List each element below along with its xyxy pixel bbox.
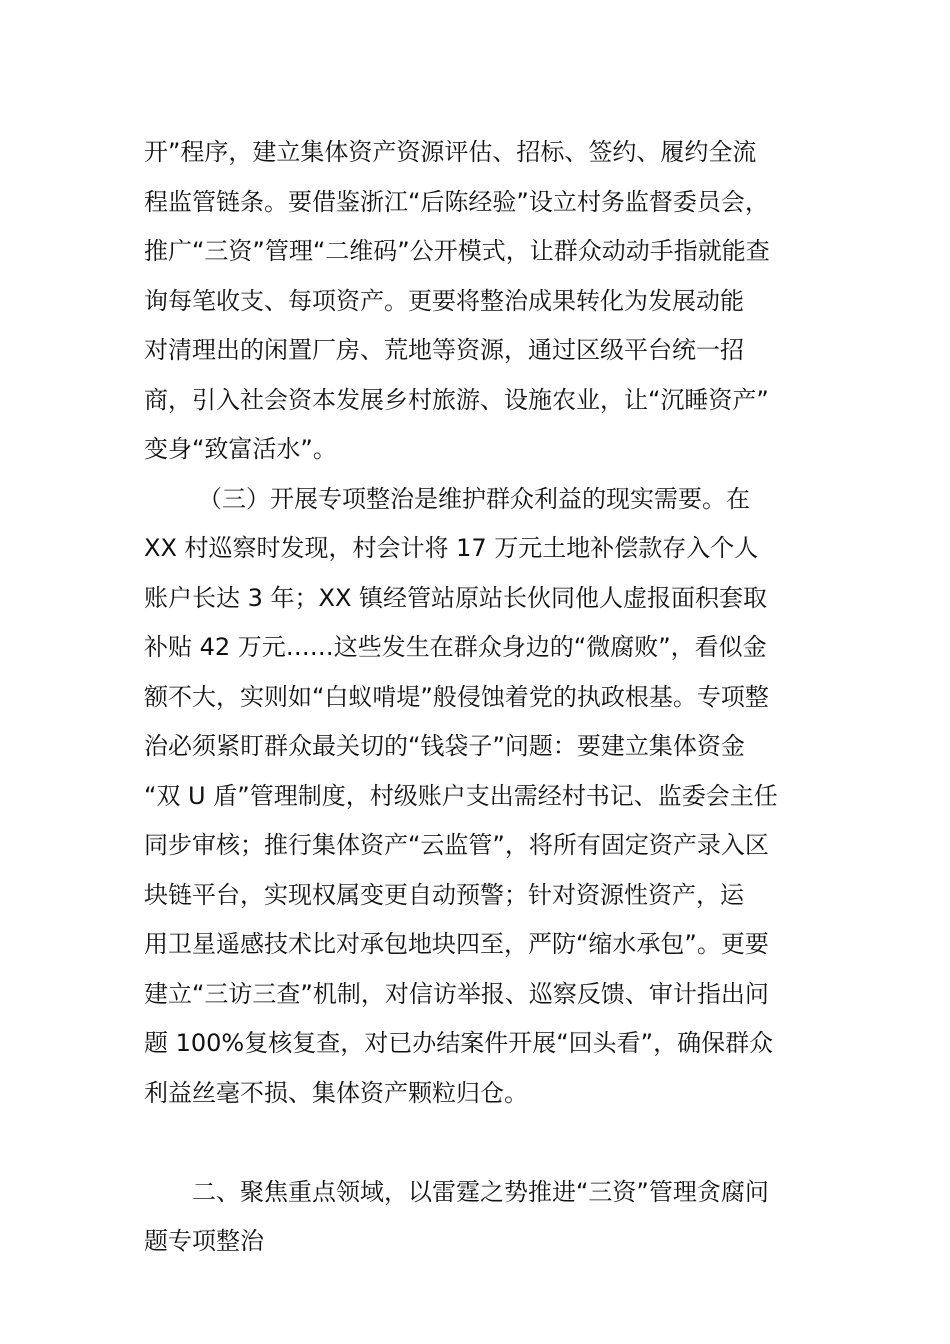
text-line: “双 U 盾”管理制度，村级账户支出需经村书记、监委会主任	[144, 781, 778, 810]
text-line: 治必须紧盯群众最关切的“钱袋子”问题：要建立集体资金	[144, 732, 745, 760]
text-line: 对清理出的闲置厂房、荒地等资源，通过区级平台统一招	[144, 336, 744, 364]
text-line: 题 100%复核复查，对已办结案件开展“回头看”，确保群众	[144, 1029, 774, 1057]
paragraph-first-line: （三）开展专项整治是维护群众利益的现实需要。在	[198, 484, 750, 513]
text-line: 变身“致富活水”。	[144, 435, 337, 463]
text-line: 同步审核；推行集体资产“云监管”，将所有固定资产录入区	[144, 831, 769, 859]
text-line	[144, 1118, 809, 1168]
text-line: 利益丝毫不损、集体资产颗粒归仓。	[144, 1078, 528, 1107]
text-line: 询每笔收支、每项资产。更要将整治成果转化为发展动能	[144, 286, 744, 315]
paragraph-section-three	[144, 475, 809, 1168]
section-heading-two	[144, 1168, 809, 1267]
text-line: 程监管链条。要借鉴浙江“后陈经验”设立村务监督委员会，	[144, 187, 769, 216]
text-column	[144, 128, 809, 1267]
text-line: 块链平台，实现权属变更自动预警；针对资源性资产，运	[144, 880, 744, 909]
text-line: 账户长达 3 年；XX 镇经管站原站长伙同他人虚报面积套取	[144, 583, 768, 612]
text-line: 额不大，实则如“白蚁啃堤”般侵蚀着党的执政根基。专项整	[144, 682, 769, 711]
text-line: 建立“三访三查”机制，对信访举报、巡察反馈、审计指出问	[144, 979, 769, 1008]
text-line: 补贴 42 万元……这些发生在群众身边的“微腐败”，看似金	[144, 633, 767, 661]
text-line: 用卫星遥感技术比对承包地块四至，严防“缩水承包”。更要	[144, 930, 769, 958]
paragraph-continuation	[144, 128, 809, 475]
heading-second-line: 题专项整治	[144, 1227, 264, 1255]
heading-first-line: 二、聚焦重点领域，以雷霆之势推进“三资”管理贪腐问	[192, 1177, 769, 1206]
text-line: 推广“三资”管理“二维码”公开模式，让群众动动手指就能查	[144, 237, 770, 265]
text-line: 商，引入社会资本发展乡村旅游、设施农业，让“沉睡资产”	[144, 385, 769, 414]
text-line: 开”程序，建立集体资产资源评估、招标、签约、履约全流	[144, 138, 757, 166]
text-line: XX 村巡察时发现，村会计将 17 万元土地补偿款存入个人	[144, 534, 759, 562]
